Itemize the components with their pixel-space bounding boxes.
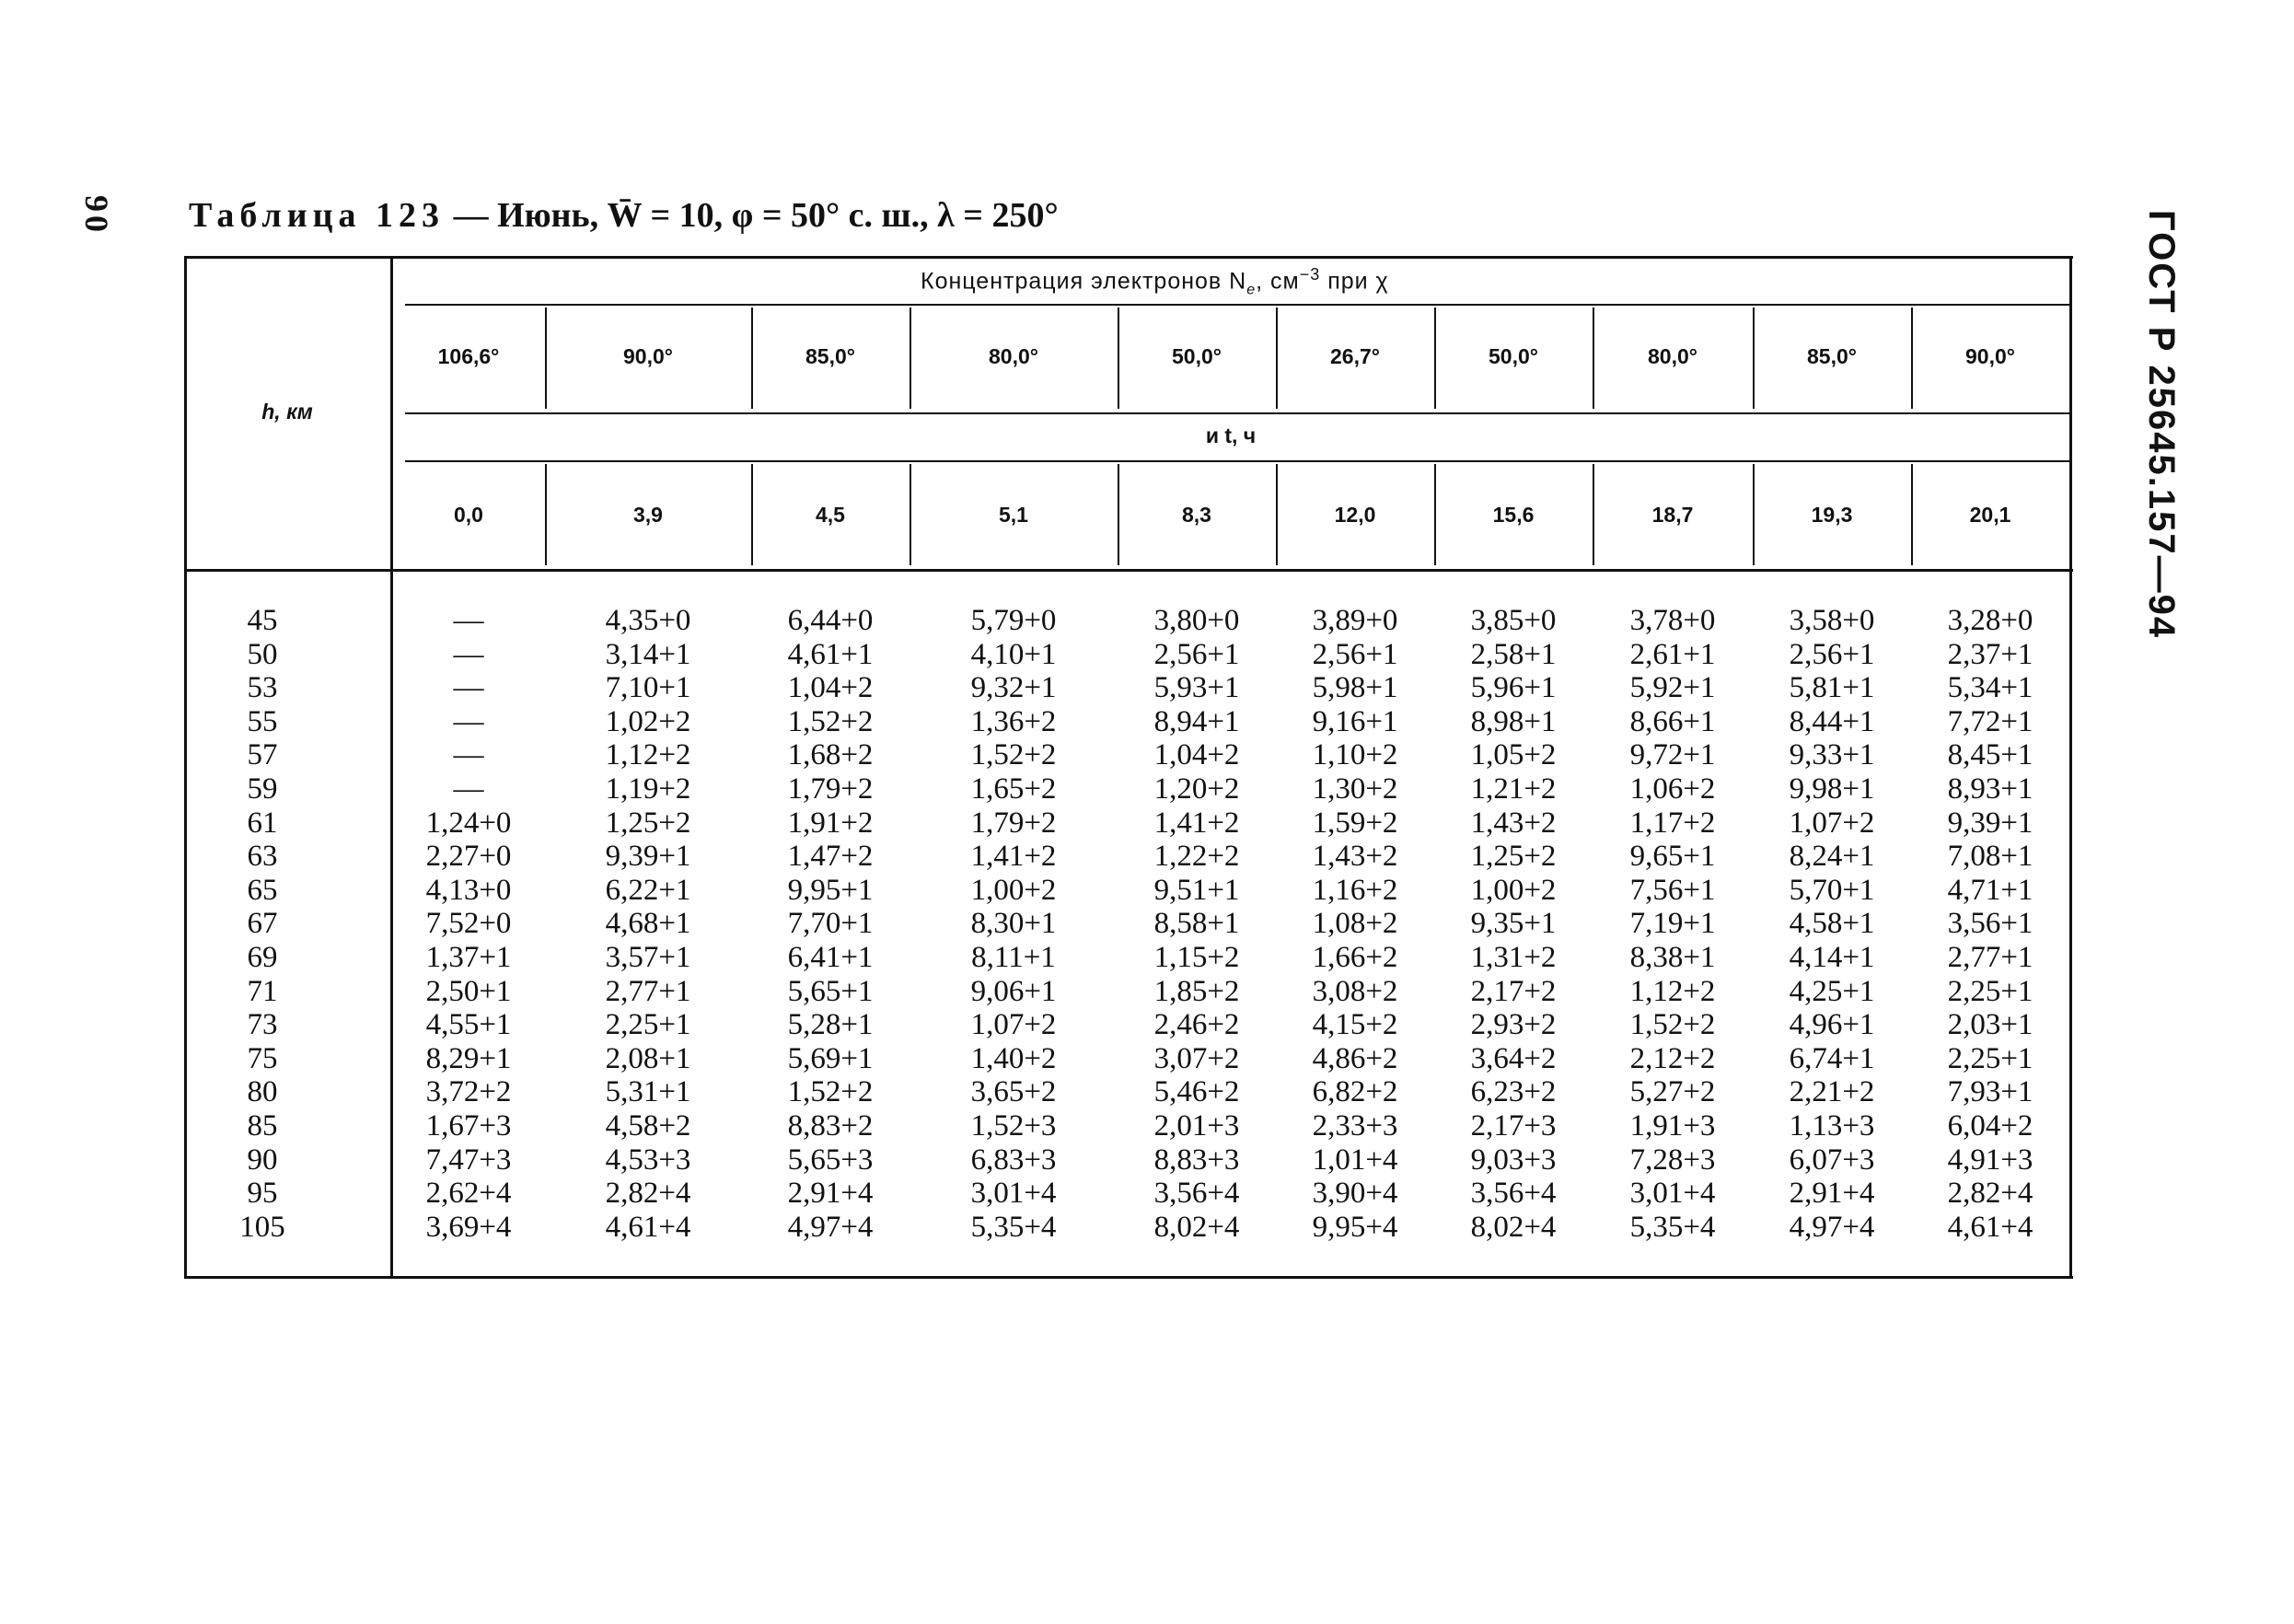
table-cell: 5,65+1 <box>787 974 874 1008</box>
table-cell: 2,56+1 <box>1312 637 1398 671</box>
table-cell: 1,67+3 <box>425 1109 512 1143</box>
table-rule-horizontal <box>184 1276 2073 1279</box>
table-cell: 2,12+2 <box>1629 1041 1716 1075</box>
table-cell: 1,91+2 <box>787 806 874 840</box>
table-cell: 1,59+2 <box>1312 806 1398 840</box>
table-cell: 4,13+0 <box>425 873 512 907</box>
table-cell: 5,69+1 <box>787 1041 874 1075</box>
table-cell: 8,58+1 <box>1153 907 1240 941</box>
table-rule-horizontal <box>184 256 2073 259</box>
table-cell: 9,95+1 <box>787 873 874 907</box>
table-cell: 3,28+0 <box>1947 604 2033 637</box>
table-cell: 1,10+2 <box>1312 738 1398 772</box>
table-cell: 2,01+3 <box>1153 1109 1240 1143</box>
h-column-header: h, км <box>261 400 313 423</box>
table-cell: 1,17+2 <box>1629 806 1716 840</box>
h-value: 69 <box>247 941 278 974</box>
table-cell: 3,78+0 <box>1629 604 1716 637</box>
table-cell: 2,50+1 <box>425 974 512 1008</box>
table-cell: 9,51+1 <box>1153 873 1240 907</box>
table-cell: 5,98+1 <box>1312 671 1398 705</box>
table-cell: 1,43+2 <box>1312 840 1398 874</box>
table-cell: 1,25+2 <box>1470 840 1557 874</box>
table-cell: 3,72+2 <box>425 1075 512 1109</box>
table-cell: 1,25+2 <box>605 806 691 840</box>
table-cell: 3,65+2 <box>970 1075 1057 1109</box>
table-cell: 2,77+1 <box>605 974 691 1008</box>
table-cell: 6,23+2 <box>1470 1075 1557 1109</box>
table-cell: 5,65+3 <box>787 1143 874 1177</box>
table-cell: 4,58+1 <box>1789 907 1875 941</box>
table-cell: 5,34+1 <box>1947 671 2033 705</box>
h-value: 63 <box>247 840 278 874</box>
table-cell: 2,56+1 <box>1789 637 1875 671</box>
h-value: 80 <box>247 1075 278 1109</box>
table-cell: 9,39+1 <box>605 840 691 874</box>
table-cell: 8,44+1 <box>1789 704 1875 738</box>
table-cell: 4,97+4 <box>1789 1210 1875 1244</box>
chi-header: 90,0° <box>623 344 673 368</box>
table-cell: 2,82+4 <box>1947 1177 2033 1211</box>
table-cell: 1,66+2 <box>1312 941 1398 974</box>
table-cell: 1,41+2 <box>970 840 1057 874</box>
table-cell: 1,68+2 <box>787 738 874 772</box>
table-cell: 1,52+2 <box>787 1075 874 1109</box>
table-cell: 4,53+3 <box>605 1143 691 1177</box>
table-cell: 4,25+1 <box>1789 974 1875 1008</box>
table-cell: 2,17+3 <box>1470 1109 1557 1143</box>
table-cell: 3,64+2 <box>1470 1041 1557 1075</box>
table-cell: 4,86+2 <box>1312 1041 1398 1075</box>
table-cell: 4,97+4 <box>787 1210 874 1244</box>
table-rule-vertical <box>2069 256 2072 1279</box>
table-cell: 1,79+2 <box>970 806 1057 840</box>
table-cell: 2,25+1 <box>1947 1041 2033 1075</box>
table-cell: 7,19+1 <box>1629 907 1716 941</box>
h-value: 85 <box>247 1109 278 1143</box>
table-cell: 7,28+3 <box>1629 1143 1716 1177</box>
h-value: 65 <box>247 873 278 907</box>
table-cell: 9,35+1 <box>1470 907 1557 941</box>
table-cell: 3,01+4 <box>1629 1177 1716 1211</box>
table-cell: 4,71+1 <box>1947 873 2033 907</box>
table-cell: 9,32+1 <box>970 671 1057 705</box>
table-cell: 8,83+3 <box>1153 1143 1240 1177</box>
table-cell: 1,05+2 <box>1470 738 1557 772</box>
table-cell: 1,21+2 <box>1470 772 1557 806</box>
table-cell: 3,56+1 <box>1947 907 2033 941</box>
t-header: 4,5 <box>816 503 845 527</box>
t-header: 8,3 <box>1182 503 1211 527</box>
h-value: 45 <box>247 604 278 637</box>
table-cell: 3,01+4 <box>970 1177 1057 1211</box>
table-cell: 2,58+1 <box>1470 637 1557 671</box>
table-cell: 1,22+2 <box>1153 840 1240 874</box>
table-cell: 9,06+1 <box>970 974 1057 1008</box>
table-cell: 4,61+1 <box>787 637 874 671</box>
table-cell: 2,91+4 <box>787 1177 874 1211</box>
table-cell: 6,74+1 <box>1789 1041 1875 1075</box>
page-number: 90 <box>78 195 115 236</box>
h-value: 53 <box>247 671 278 705</box>
table-rule-vertical <box>184 256 187 1279</box>
table-cell: 2,46+2 <box>1153 1008 1240 1042</box>
chi-header: 80,0° <box>989 344 1038 368</box>
t-header: 15,6 <box>1492 503 1535 527</box>
table-cell: 7,52+0 <box>425 907 512 941</box>
table-cell: 6,41+1 <box>787 941 874 974</box>
t-header: 5,1 <box>999 503 1028 527</box>
table-cell: 2,91+4 <box>1789 1177 1875 1211</box>
table-cell: 3,80+0 <box>1153 604 1240 637</box>
table-cell: 4,15+2 <box>1312 1008 1398 1042</box>
table-cell: 1,30+2 <box>1312 772 1398 806</box>
span-header-units: , см <box>1256 268 1300 295</box>
table-cell: 5,93+1 <box>1153 671 1240 705</box>
table-cell: 1,36+2 <box>970 704 1057 738</box>
table-cell: 9,95+4 <box>1312 1210 1398 1244</box>
span-header-sub: e <box>1246 282 1257 298</box>
table-cell: 2,61+1 <box>1629 637 1716 671</box>
table-cell: 9,03+3 <box>1470 1143 1557 1177</box>
table-cell: 3,90+4 <box>1312 1177 1398 1211</box>
table-cell: 1,12+2 <box>1629 974 1716 1008</box>
table-cell: 4,68+1 <box>605 907 691 941</box>
table-cell: 3,56+4 <box>1470 1177 1557 1211</box>
table-cell: 5,79+0 <box>970 604 1057 637</box>
chi-header: 85,0° <box>805 344 855 368</box>
table-title-label: Таблица 123 <box>189 196 446 235</box>
table-cell: 9,72+1 <box>1629 738 1716 772</box>
table-cell: 6,22+1 <box>605 873 691 907</box>
table-cell: 4,61+4 <box>1947 1210 2033 1244</box>
table-cell: 8,45+1 <box>1947 738 2033 772</box>
table-cell: 9,39+1 <box>1947 806 2033 840</box>
table-cell: 8,93+1 <box>1947 772 2033 806</box>
table-cell: 2,27+0 <box>425 840 512 874</box>
table-cell: 1,31+2 <box>1470 941 1557 974</box>
table-cell: 5,35+4 <box>970 1210 1057 1244</box>
table-cell: 7,72+1 <box>1947 704 2033 738</box>
table-cell: 9,98+1 <box>1789 772 1875 806</box>
table-cell: 2,25+1 <box>605 1008 691 1042</box>
table-cell: 2,37+1 <box>1947 637 2033 671</box>
table-cell: 4,58+2 <box>605 1109 691 1143</box>
table-rule-horizontal <box>405 304 2069 306</box>
table-cell: 6,04+2 <box>1947 1109 2033 1143</box>
table-cell: 1,91+3 <box>1629 1109 1716 1143</box>
table-cell: 7,10+1 <box>605 671 691 705</box>
table-cell: 3,07+2 <box>1153 1041 1240 1075</box>
table-cell: 2,33+3 <box>1312 1109 1398 1143</box>
span-header-label: Концентрация электронов N <box>921 268 1247 295</box>
table-cell: 8,02+4 <box>1153 1210 1240 1244</box>
table-cell: 3,57+1 <box>605 941 691 974</box>
table-cell: 2,62+4 <box>425 1177 512 1211</box>
table-cell: 4,35+0 <box>605 604 691 637</box>
h-value: 105 <box>239 1210 285 1244</box>
chi-header: 80,0° <box>1648 344 1697 368</box>
table-cell: 3,14+1 <box>605 637 691 671</box>
table-cell: 1,13+3 <box>1789 1109 1875 1143</box>
chi-header: 50,0° <box>1172 344 1222 368</box>
table-cell: 3,58+0 <box>1789 604 1875 637</box>
table-cell: 4,14+1 <box>1789 941 1875 974</box>
table-cell: 2,82+4 <box>605 1177 691 1211</box>
table-cell: 5,35+4 <box>1629 1210 1716 1244</box>
table-cell: 1,02+2 <box>605 704 691 738</box>
h-value: 59 <box>247 772 278 806</box>
table-cell: 1,24+0 <box>425 806 512 840</box>
table-cell: 1,00+2 <box>1470 873 1557 907</box>
table-rule-horizontal <box>405 460 2069 462</box>
table-cell: 7,93+1 <box>1947 1075 2033 1109</box>
table-cell: 2,21+2 <box>1789 1075 1875 1109</box>
chi-header: 85,0° <box>1807 344 1857 368</box>
table-cell: 1,12+2 <box>605 738 691 772</box>
table-cell: 7,08+1 <box>1947 840 2033 874</box>
table-cell: 8,94+1 <box>1153 704 1240 738</box>
table-cell: 6,82+2 <box>1312 1075 1398 1109</box>
t-header: 18,7 <box>1651 503 1694 527</box>
table-cell: 1,37+1 <box>425 941 512 974</box>
table-cell: 5,70+1 <box>1789 873 1875 907</box>
table-cell: 9,65+1 <box>1629 840 1716 874</box>
t-header: 12,0 <box>1334 503 1376 527</box>
table-cell: 4,96+1 <box>1789 1008 1875 1042</box>
table-cell: 2,08+1 <box>605 1041 691 1075</box>
h-value: 90 <box>247 1143 278 1177</box>
table-cell: 8,29+1 <box>425 1041 512 1075</box>
table-cell: 1,19+2 <box>605 772 691 806</box>
table-cell: 5,27+2 <box>1629 1075 1716 1109</box>
data-table <box>184 256 2073 1280</box>
table-cell: 1,01+4 <box>1312 1143 1398 1177</box>
t-header: 20,1 <box>1969 503 2011 527</box>
table-cell: 2,77+1 <box>1947 941 2033 974</box>
table-cell: 6,83+3 <box>970 1143 1057 1177</box>
table-cell: 5,31+1 <box>605 1075 691 1109</box>
table-cell: 9,16+1 <box>1312 704 1398 738</box>
h-value: 50 <box>247 637 278 671</box>
table-title <box>189 195 1059 236</box>
table-cell: 1,52+2 <box>970 738 1057 772</box>
table-cell: 1,08+2 <box>1312 907 1398 941</box>
t-header: 19,3 <box>1811 503 1853 527</box>
table-cell: 5,96+1 <box>1470 671 1557 705</box>
table-cell: 5,46+2 <box>1153 1075 1240 1109</box>
table-cell: — <box>453 738 484 772</box>
chi-header: 90,0° <box>1965 344 2015 368</box>
document-code-label: ГОСТ Р 25645.157—94 <box>2141 210 2182 640</box>
h-value: 55 <box>247 704 278 738</box>
chi-header: 50,0° <box>1489 344 1538 368</box>
h-value: 71 <box>247 974 278 1008</box>
t-header: 0,0 <box>454 503 483 527</box>
table-cell: 3,08+2 <box>1312 974 1398 1008</box>
table-cell: 2,93+2 <box>1470 1008 1557 1042</box>
table-cell: — <box>453 772 484 806</box>
table-cell: 2,56+1 <box>1153 637 1240 671</box>
table-cell: 9,33+1 <box>1789 738 1875 772</box>
table-cell: 8,38+1 <box>1629 941 1716 974</box>
table-cell: 1,52+3 <box>970 1109 1057 1143</box>
table-cell: 1,06+2 <box>1629 772 1716 806</box>
table-cell: 1,15+2 <box>1153 941 1240 974</box>
table-cell: 8,24+1 <box>1789 840 1875 874</box>
table-cell: 1,65+2 <box>970 772 1057 806</box>
table-cell: 3,69+4 <box>425 1210 512 1244</box>
chi-header: 106,6° <box>437 344 500 368</box>
table-cell: 1,79+2 <box>787 772 874 806</box>
h-value: 61 <box>247 806 278 840</box>
t-header: 3,9 <box>633 503 663 527</box>
table-cell: 5,28+1 <box>787 1008 874 1042</box>
table-cell: 8,11+1 <box>971 941 1056 974</box>
table-cell: 2,25+1 <box>1947 974 2033 1008</box>
table-cell: 2,03+1 <box>1947 1008 2033 1042</box>
table-cell: 3,85+0 <box>1470 604 1557 637</box>
table-cell: 8,83+2 <box>787 1109 874 1143</box>
table-rule-horizontal <box>405 412 2069 414</box>
span-header-tail: при χ <box>1320 268 1389 295</box>
chi-header: 26,7° <box>1330 344 1380 368</box>
table-cell: 7,56+1 <box>1629 873 1716 907</box>
h-value: 67 <box>247 907 278 941</box>
table-cell: 4,10+1 <box>970 637 1057 671</box>
span-header <box>921 265 1389 298</box>
h-value: 57 <box>247 738 278 772</box>
table-cell: 7,47+3 <box>425 1143 512 1177</box>
table-cell: 1,40+2 <box>970 1041 1057 1075</box>
h-value: 95 <box>247 1177 278 1211</box>
table-cell: 1,52+2 <box>1629 1008 1716 1042</box>
table-cell: — <box>453 671 484 705</box>
table-cell: 5,81+1 <box>1789 671 1875 705</box>
table-cell: 1,00+2 <box>970 873 1057 907</box>
table-cell: 1,07+2 <box>970 1008 1057 1042</box>
table-cell: 3,89+0 <box>1312 604 1398 637</box>
table-cell: 1,47+2 <box>787 840 874 874</box>
table-rule-horizontal <box>184 569 2073 572</box>
table-cell: 8,66+1 <box>1629 704 1716 738</box>
span-header-exp: −3 <box>1299 265 1321 284</box>
table-cell: — <box>453 604 484 637</box>
table-cell: 1,16+2 <box>1312 873 1398 907</box>
h-value: 73 <box>247 1008 278 1042</box>
table-cell: 1,04+2 <box>1153 738 1240 772</box>
table-cell: 3,56+4 <box>1153 1177 1240 1211</box>
table-cell: 1,04+2 <box>787 671 874 705</box>
table-cell: 7,70+1 <box>787 907 874 941</box>
table-cell: — <box>453 704 484 738</box>
table-cell: — <box>453 637 484 671</box>
table-cell: 1,20+2 <box>1153 772 1240 806</box>
table-cell: 8,02+4 <box>1470 1210 1557 1244</box>
t-row-header: и t, ч <box>1205 423 1257 447</box>
table-cell: 1,07+2 <box>1789 806 1875 840</box>
table-cell: 1,52+2 <box>787 704 874 738</box>
table-cell: 6,07+3 <box>1789 1143 1875 1177</box>
table-cell: 4,55+1 <box>425 1008 512 1042</box>
table-cell: 5,92+1 <box>1629 671 1716 705</box>
table-cell: 4,61+4 <box>605 1210 691 1244</box>
table-cell: 1,43+2 <box>1470 806 1557 840</box>
table-cell: 4,91+3 <box>1947 1143 2033 1177</box>
table-cell: 1,85+2 <box>1153 974 1240 1008</box>
h-value: 75 <box>247 1041 278 1075</box>
table-cell: 1,41+2 <box>1153 806 1240 840</box>
table-cell: 8,30+1 <box>970 907 1057 941</box>
table-cell: 8,98+1 <box>1470 704 1557 738</box>
table-title-text: — Июнь, W̄ = 10, φ = 50° с. ш., λ = 250° <box>445 196 1059 235</box>
table-cell: 2,17+2 <box>1470 974 1557 1008</box>
table-cell: 6,44+0 <box>787 604 874 637</box>
